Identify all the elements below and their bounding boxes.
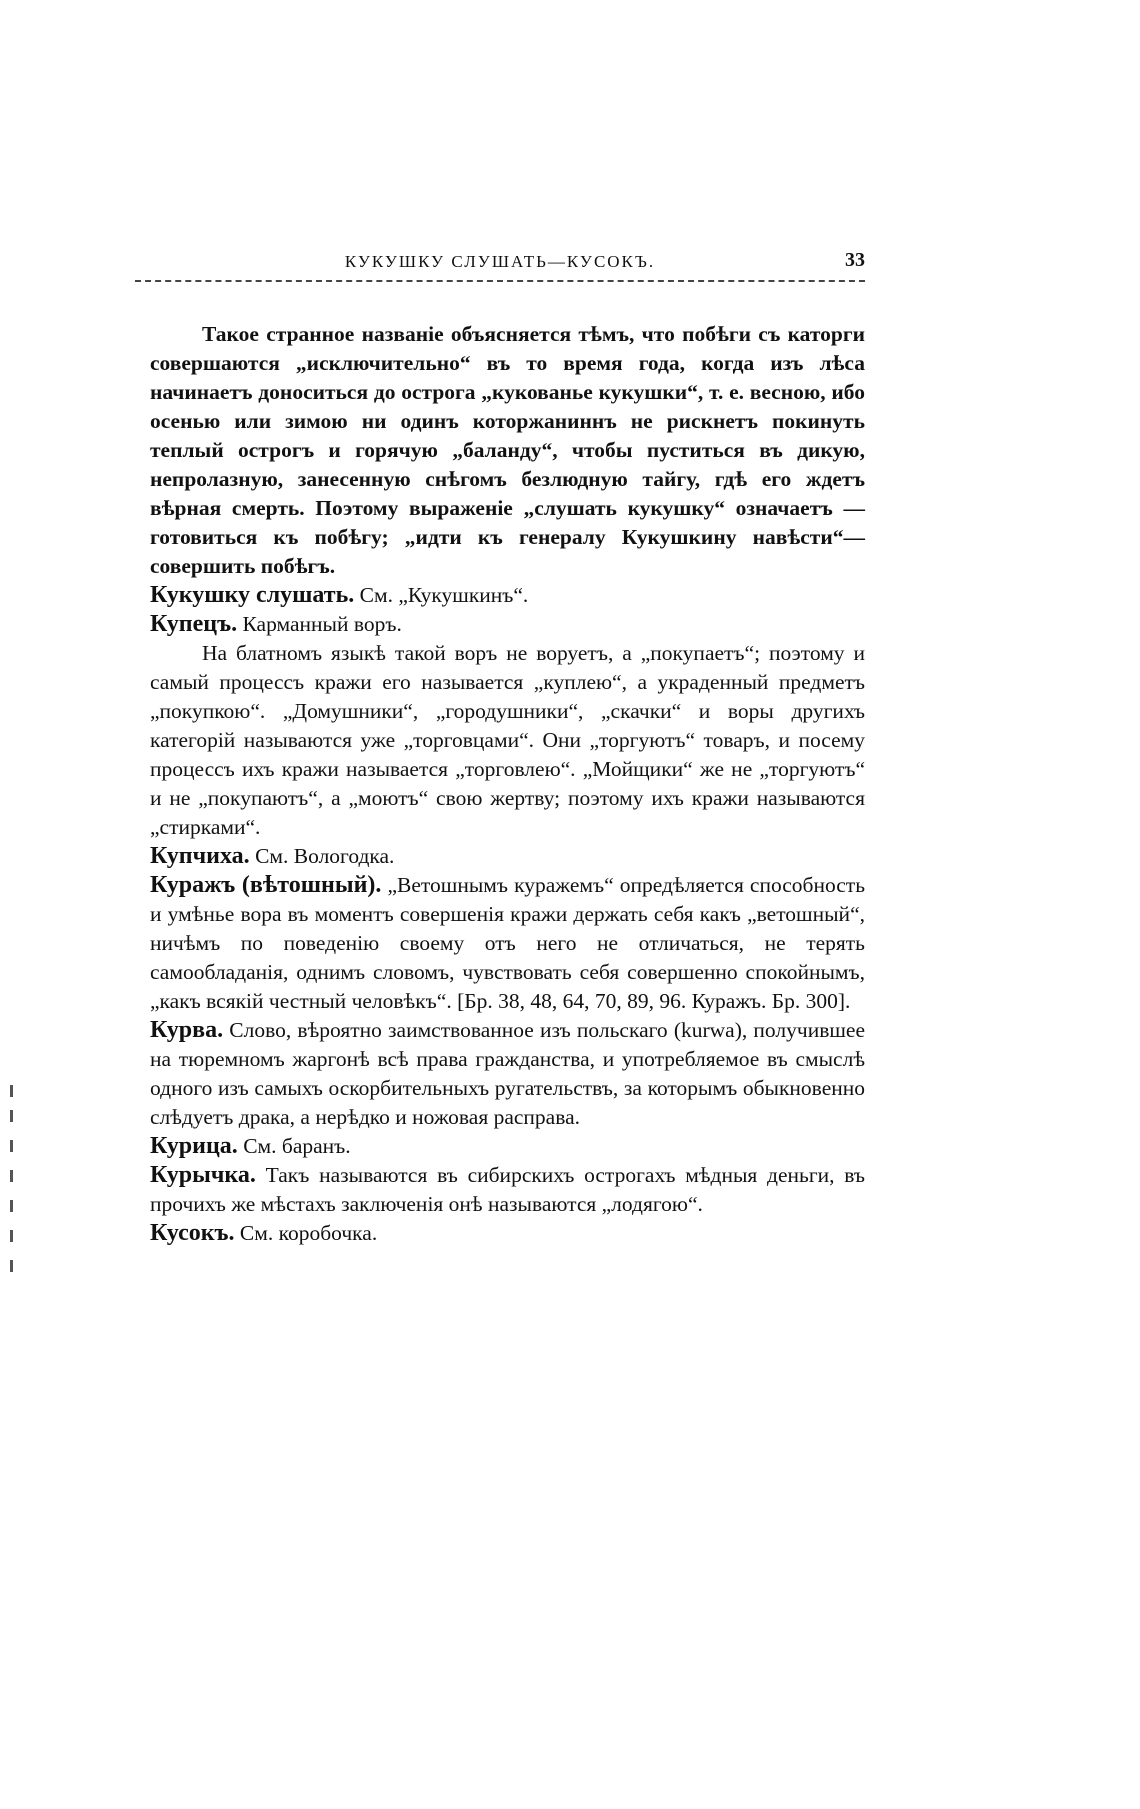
entry-text: См. коробочка. bbox=[239, 1221, 378, 1245]
entry-headword: Кукушку слушать. bbox=[150, 582, 355, 608]
entry-text: „Ветошнымъ куражемъ“ опредѣляется способность и умѣнье вора въ моментъ совершенія кражи держать себя какъ „ветошный“, ничѣмъ по поведенію своему отъ него не отличаться, не терять самообладанія, однимъ словомъ, чувствовать себя совершенно спокойнымъ, „какъ всякій честный человѣкъ“. [Бр. 38, 48, 64, 70, 89, 96. Куражъ. Бр. 300]. bbox=[150, 873, 866, 1013]
entry-headword: Куражъ (вѣтошный). bbox=[150, 872, 382, 898]
entry-kurazh bbox=[150, 871, 865, 1016]
margin-mark bbox=[10, 1170, 13, 1182]
entry-headword: Кусокъ. bbox=[150, 1220, 235, 1246]
entry-kupets bbox=[150, 610, 865, 639]
margin-mark bbox=[10, 1200, 13, 1212]
margin-mark bbox=[10, 1230, 13, 1242]
entry-text: См. Вологодка. bbox=[255, 844, 395, 868]
page-number: 33 bbox=[845, 249, 865, 271]
entry-headword: Курица. bbox=[150, 1133, 238, 1159]
entry-kusok bbox=[150, 1219, 865, 1248]
entry-kupchikha bbox=[150, 842, 865, 871]
entry-text: Такъ называются въ сибирскихъ острогахъ мѣдныя деньги, въ прочихъ же мѣстахъ заключенія онѣ называются „лодягою“. bbox=[150, 1163, 866, 1216]
entry-kukushku bbox=[150, 581, 865, 610]
entry-text: См. баранъ. bbox=[243, 1134, 351, 1158]
entry-text: На блатномъ языкѣ такой воръ не воруетъ, а „покупаетъ“; поэтому и самый процессъ кражи его называется „куплею“, а украденный предметъ „покупкою“. „Домушники“, „городушники“, „скачки“ и воры другихъ категорій называются уже „торговцами“. Они „торгуютъ“ товаръ, и посему процессъ ихъ кражи называется „торговлею“. „Мойщики“ же не „торгуютъ“ и не „покупаютъ“, а „моютъ“ свою жертву; поэтому ихъ кражи называются „стирками“. bbox=[150, 641, 865, 839]
entry-kurva bbox=[150, 1016, 865, 1132]
running-head: КУКУШКУ СЛУШАТЬ—КУСОКЪ. bbox=[344, 252, 656, 271]
margin-mark bbox=[10, 1260, 13, 1272]
entry-text: Карманный воръ. bbox=[242, 612, 402, 636]
entry-text: См. „Кукушкинъ“. bbox=[359, 583, 529, 607]
entry-headword: Купецъ. bbox=[150, 611, 238, 637]
page-header bbox=[135, 249, 865, 292]
entry-kupets-detail bbox=[150, 639, 865, 842]
entry-kurychka bbox=[150, 1161, 865, 1219]
margin-marks bbox=[0, 0, 20, 1809]
margin-mark bbox=[10, 1085, 13, 1097]
margin-mark bbox=[10, 1110, 13, 1122]
entry-headword: Курычка. bbox=[150, 1162, 256, 1188]
entry-kuritsa bbox=[150, 1132, 865, 1161]
entry-headword: Купчиха. bbox=[150, 843, 250, 869]
entry-text: Слово, вѣроятно заимствованное изъ польскаго (kurwa), получившее на тюремномъ жаргонѣ всѣ права гражданства, и употребляемое въ смыслѣ одного изъ самыхъ оскорбительныхъ ругательствъ, за которымъ обыкновенно слѣдуетъ драка, а нерѣдко и ножовая расправа. bbox=[150, 1018, 865, 1129]
margin-mark bbox=[10, 1140, 13, 1152]
entry-headword: Курва. bbox=[150, 1017, 224, 1043]
header-rule bbox=[135, 280, 865, 282]
intro-paragraph: Такое странное названіе объясняется тѣмъ, что побѣги съ каторги совершаются „исключительно“ въ то время года, когда изъ лѣса начинаетъ доноситься до острога „кукованье кукушки“, т. е. весною, ибо осенью или зимою ни одинъ которжаниннъ не рискнетъ покинуть теплый острогъ и горячую „баланду“, чтобы пуститься въ дикую, непролазную, занесенную снѣгомъ безлюдную тайгу, гдѣ его ждетъ вѣрная смерть. Поэтому выраженіе „слушать кукушку“ означаетъ — готовиться къ побѣгу; „идти къ генералу Кукушкину навѣсти“—совершить побѣгъ. bbox=[150, 322, 865, 578]
page-body bbox=[150, 320, 865, 1248]
